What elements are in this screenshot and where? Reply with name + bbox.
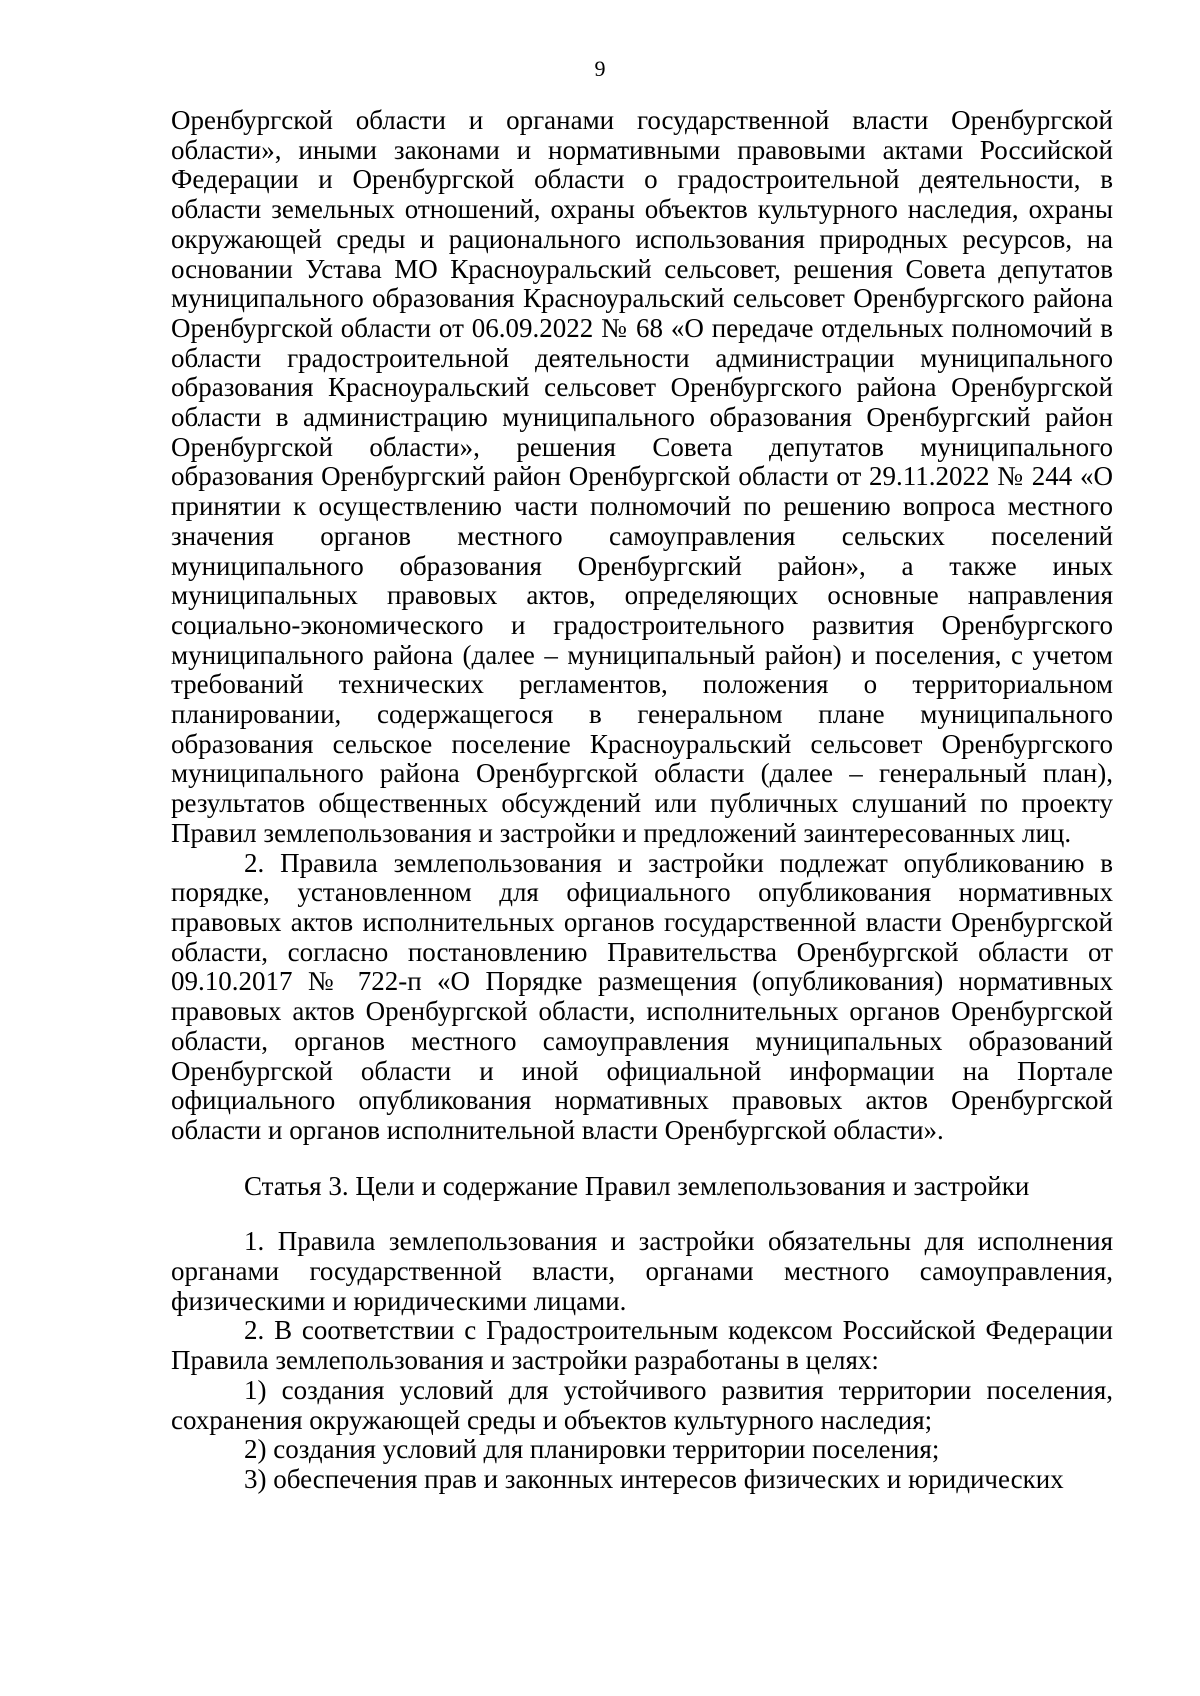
page-number: 9 [594, 56, 606, 81]
list-item-goal-2: 2) создания условий для планировки территории поселения; [244, 1434, 940, 1465]
paragraph-publication: 2. Правила землепользования и застройки подлежат опубликованию в порядке, установленном для официального опубликования нормативных правовых актов исполнительных органов государственной власти Оренбургской области, согласно постановлению Правительства Оренбургской области от 09.10.2017 № 722-п «О Порядке размещения (опубликования) нормативных правовых актов Оренбургской области, исполнительных органов Оренбургской области, органов местного самоуправления муниципальных образований Оренбургской области и иной официальной информации на Портале официального опубликования нормативных правовых актов Оренбургской области и органов исполнительной власти Оренбургской области». [171, 847, 1113, 1145]
document-body [171, 106, 1113, 1495]
list-item-goal-3: 3) обеспечения прав и законных интересов физических и юридических [244, 1463, 1064, 1494]
paragraph-continuation: Оренбургской области и органами государственной власти Оренбургской области», иными законами и нормативными правовыми актами Российской Федерации и Оренбургской области о градостроительной деятельности, в области земельных отношений, охраны объектов культурного наследия, охраны окружающей среды и рационального использования природных ресурсов, на основании Устава МО Красноуральский сельсовет, решения Совета депутатов муниципального образования Красноуральский сельсовет Оренбургского района Оренбургской области от 06.09.2022 № 68 «О передаче отдельных полномочий в области градостроительной деятельности администрации муниципального образования Красноуральский сельсовет Оренбургского района Оренбургской области в администрацию муниципального образования Оренбургский район Оренбургской области», решения Совета депутатов муниципального образования Оренбургский район Оренбургской области от 29.11.2022 № 244 «О принятии к осуществлению части полномочий по решению вопроса местного значения органов местного самоуправления сельских поселений муниципального образования Оренбургский район», а также иных муниципальных правовых актов, определяющих основные направления социально-экономического и градостроительного развития Оренбургского муниципального района (далее – муниципальный район) и поселения, с учетом требований технических регламентов, положения о территориальном планировании, содержащегося в генеральном плане муниципального образования сельское поселение Красноуральский сельсовет Оренбургского муниципального района Оренбургской области (далее – генеральный план), результатов общественных обсуждений или публичных слушаний по проекту Правил землепользования и застройки и предложений заинтересованных лиц. [171, 105, 1113, 848]
article-paragraph-1: 1. Правила землепользования и застройки обязательны для исполнения органами государственной власти, органами местного самоуправления, физическими и юридическими лицами. [171, 1226, 1113, 1316]
article-heading: Статья 3. Цели и содержание Правил землепользования и застройки [244, 1170, 1030, 1201]
article-paragraph-2: 2. В соответствии с Градостроительным кодексом Российской Федерации Правила землепользования и застройки разработаны в целях: [171, 1315, 1113, 1376]
list-item-goal-1: 1) создания условий для устойчивого развития территории поселения, сохранения окружающей среды и объектов культурного наследия; [171, 1374, 1113, 1435]
